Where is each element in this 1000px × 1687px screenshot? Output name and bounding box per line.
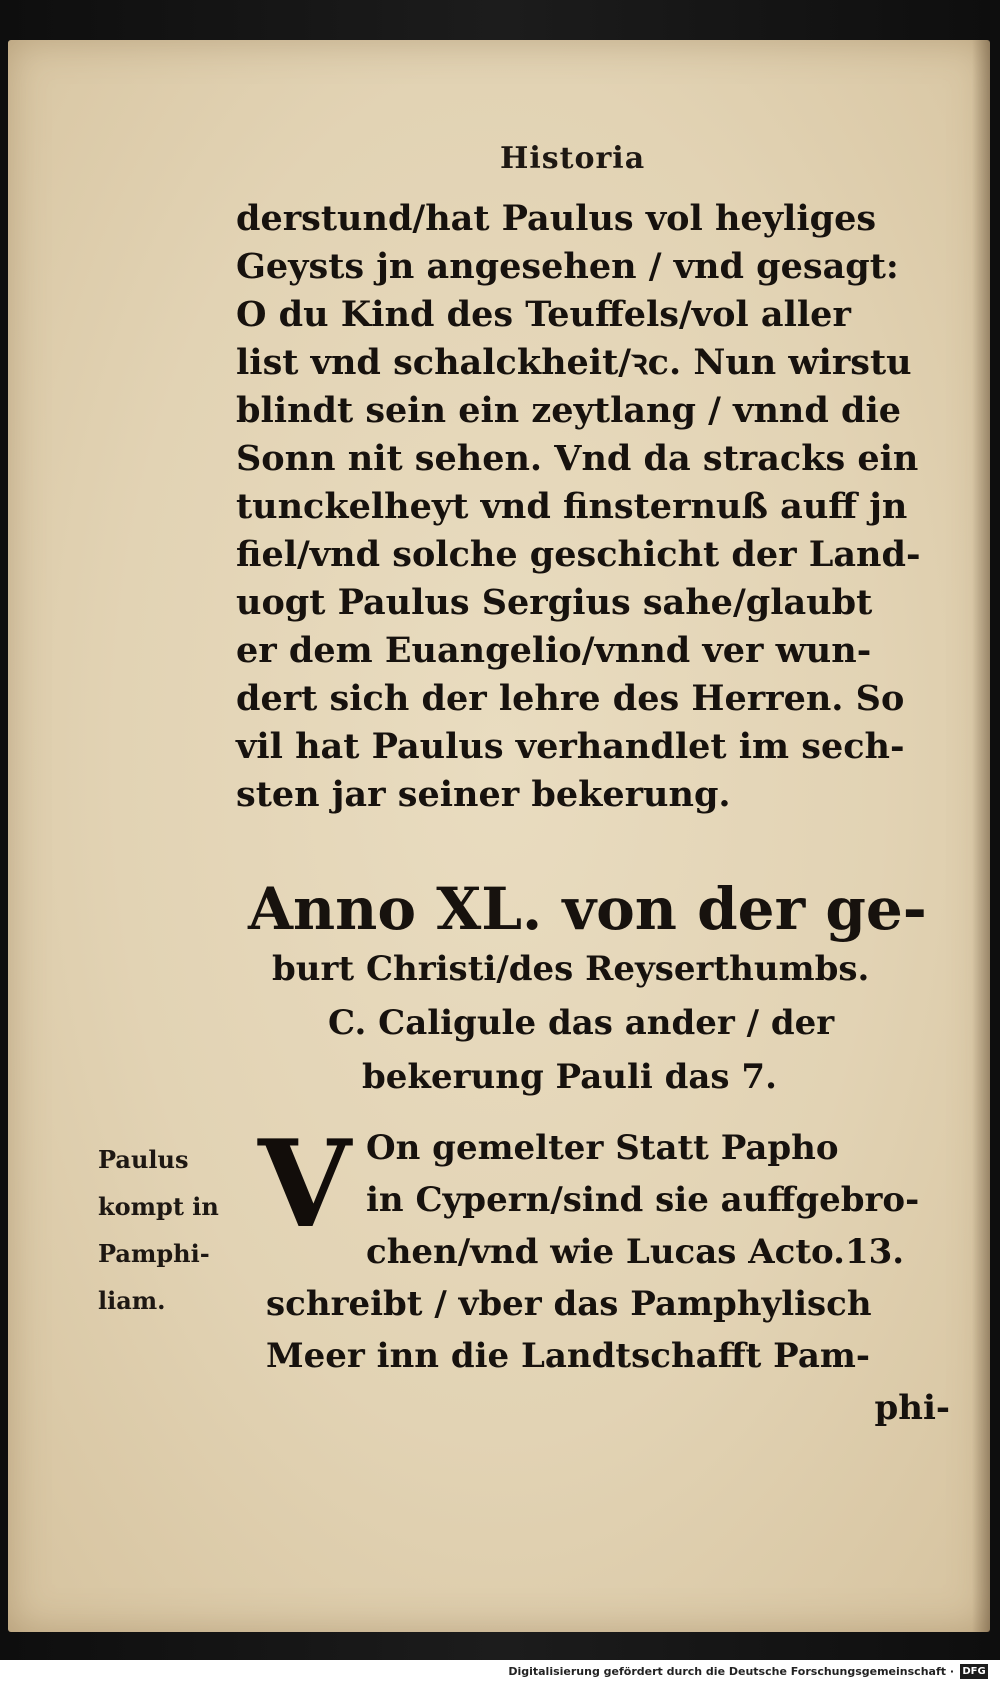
body-line: list vnd schalckheit/ꝛc. Nun wirstu: [236, 342, 912, 383]
paragraph-text: [266, 1122, 956, 1434]
heading-line: burt Christi/des Reyserthumbs.: [272, 949, 870, 989]
para-line: On gemelter Statt Papho: [366, 1128, 839, 1168]
footer-credit: Digitalisierung gefördert durch die Deutsche Forschungsgemeinschaft ·: [508, 1665, 954, 1678]
para-line: Meer inn die Landtschafft Pam-: [266, 1336, 870, 1376]
running-head: Historia: [500, 141, 646, 176]
body-line: Geysts jn angesehen / vnd gesagt:: [236, 246, 899, 287]
body-line: derstund/hat Paulus vol heyliges: [236, 198, 877, 239]
body-line: blindt sein ein zeytlang / vnnd die: [236, 390, 902, 431]
body-line: vil hat Paulus verhandlet im sech-: [236, 726, 905, 767]
para-line: schreibt / vber das Pamphylisch: [266, 1284, 872, 1324]
body-line: sten jar seiner bekerung.: [236, 774, 731, 815]
section-heading: [248, 876, 948, 1104]
margin-note-line: liam.: [98, 1286, 166, 1315]
heading-line: C. Caligule das ander / der: [328, 1003, 835, 1043]
body-line: fiel/vnd solche geschicht der Land-: [236, 534, 921, 575]
margin-note-line: Pamphi-: [98, 1239, 210, 1268]
body-line: er dem Euangelio/vnnd ver wun-: [236, 630, 872, 671]
page-edge-shadow: [972, 40, 990, 1632]
body-line: Sonn nit sehen. Vnd da stracks ein: [236, 438, 919, 479]
body-line: tunckelheyt vnd finsternuß auff jn: [236, 486, 908, 527]
catchword: phi-: [874, 1388, 950, 1428]
body-line: O du Kind des Teuffels/vol aller: [236, 294, 851, 335]
margin-note: [98, 1136, 228, 1324]
dfg-logo: DFG: [960, 1664, 988, 1679]
body-line: uogt Paulus Sergius sahe/glaubt: [236, 582, 873, 623]
body-line: dert sich der lehre des Herren. So: [236, 678, 905, 719]
heading-line: bekerung Pauli das 7.: [362, 1057, 777, 1097]
para-line: in Cypern/sind sie auffgebro-: [366, 1180, 920, 1220]
margin-note-line: kompt in: [98, 1192, 219, 1221]
heading-line: Anno XL. von der ge-: [248, 875, 927, 943]
decorated-initial: V: [258, 1114, 352, 1255]
body-text: [236, 195, 936, 819]
margin-note-line: Paulus: [98, 1145, 189, 1174]
para-line: chen/vnd wie Lucas Acto.13.: [366, 1232, 905, 1272]
